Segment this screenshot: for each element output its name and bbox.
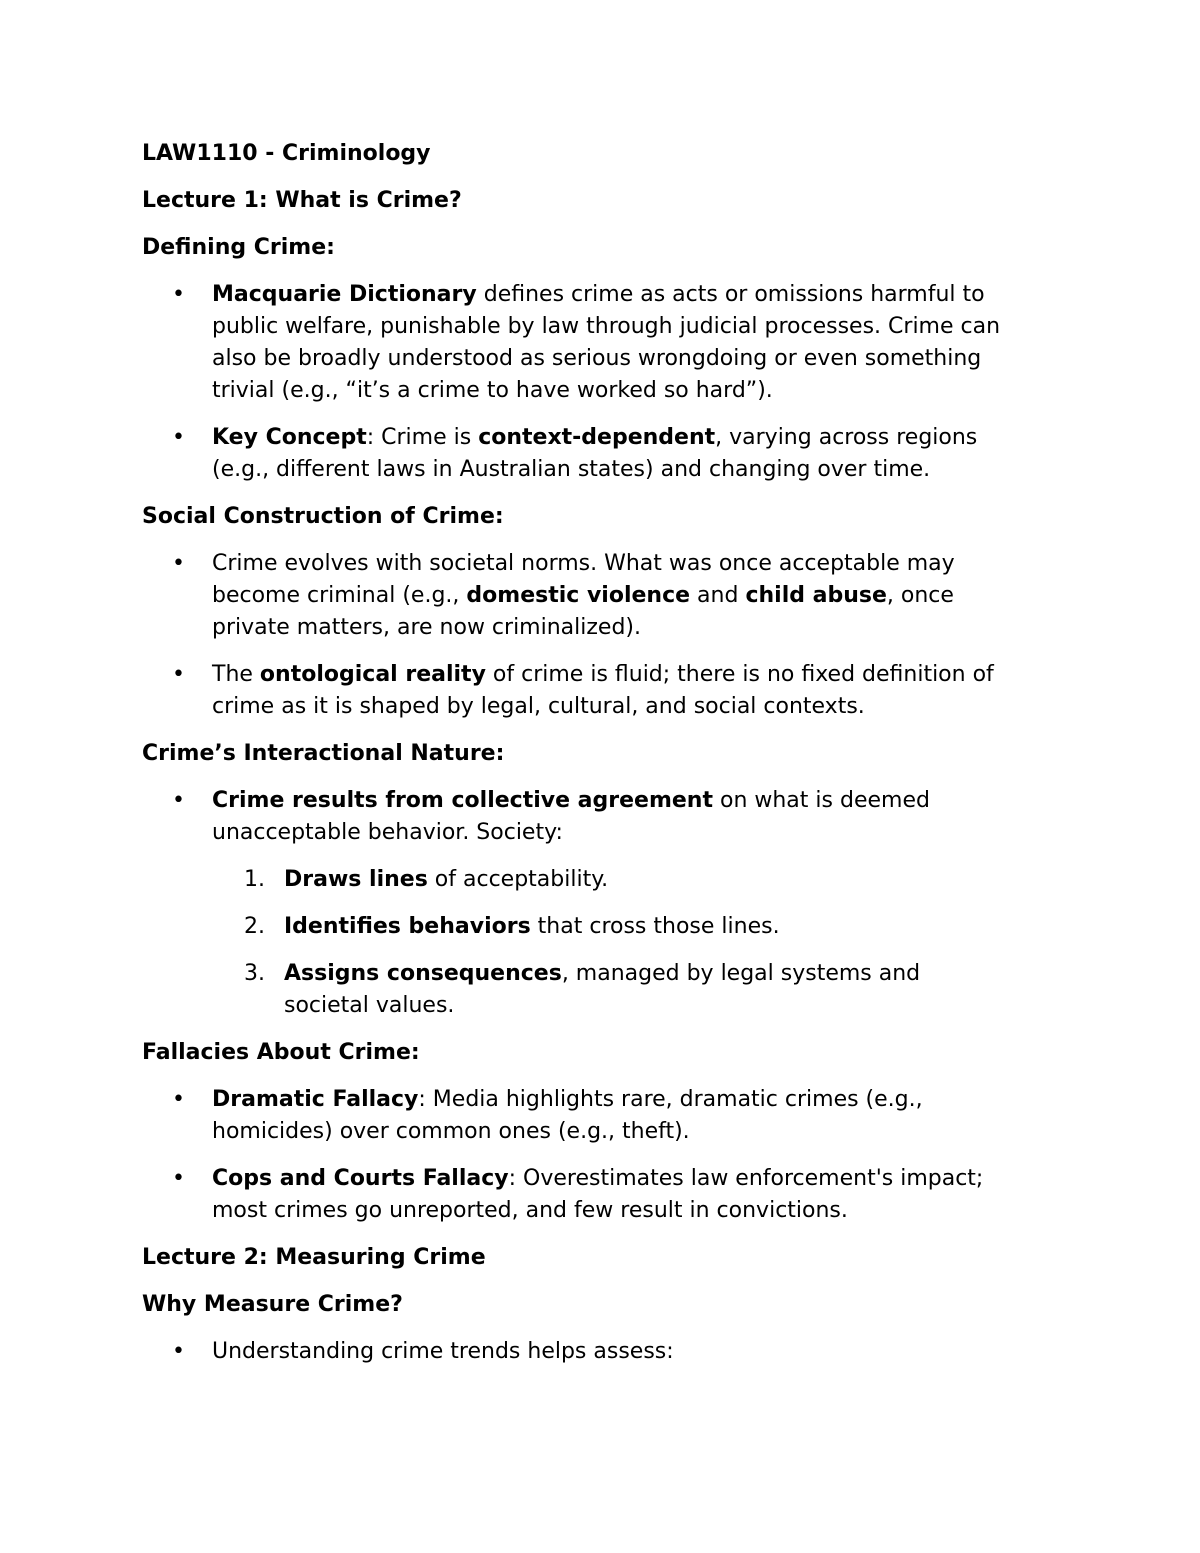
list-item: • Crime results from collective agreement on what is deemed unacceptable behavior. Society: <box>142 785 1072 849</box>
numbered-item: 3. Assigns consequences, managed by legal systems and societal values. <box>142 958 1072 1022</box>
list-item: • The ontological reality of crime is fluid; there is no fixed definition of crime as it is shaped by legal, cultural, and social contexts. <box>142 659 1072 723</box>
bold-term: ontological reality <box>259 662 486 687</box>
list-item: • Macquarie Dictionary defines crime as acts or omissions harmful to public welfare, punishable by law through judicial processes. Crime can also be broadly understood as serious wrongdoing or even something trivial (e.g., “it’s a crime to have worked so hard”). <box>142 279 1072 407</box>
bullet-marker: • <box>172 1166 185 1191</box>
bold-term: Key Concept <box>212 425 367 450</box>
numbered-item: 1. Draws lines of acceptability. <box>142 864 1072 896</box>
document-page <box>142 138 1072 1383</box>
bold-term: Cops and Courts Fallacy <box>212 1166 509 1191</box>
section-heading-defining-crime: Defining Crime: <box>142 235 335 260</box>
section-heading-why-measure: Why Measure Crime? <box>142 1292 403 1317</box>
bullet-list-interactional-nature <box>142 785 1072 1022</box>
bullet-marker: • <box>172 425 185 450</box>
number-marker: 1. <box>244 867 265 892</box>
bullet-list-fallacies <box>142 1084 1072 1227</box>
bold-term: Crime results from collective agreement <box>212 788 713 813</box>
bullet-marker: • <box>172 551 185 576</box>
number-marker: 2. <box>244 914 265 939</box>
bold-term: child abuse <box>745 583 887 608</box>
bullet-list-defining-crime <box>142 279 1072 486</box>
list-item: • Key Concept: Crime is context-dependent, varying across regions (e.g., different laws in Australian states) and changing over time. <box>142 422 1072 486</box>
list-item: • Understanding crime trends helps assess: <box>142 1336 1072 1368</box>
bold-term: Draws lines <box>284 867 428 892</box>
bullet-list-social-construction <box>142 548 1072 723</box>
bold-term: Macquarie Dictionary <box>212 282 477 307</box>
bullet-marker: • <box>172 1339 185 1364</box>
bullet-marker: • <box>172 662 185 687</box>
bold-term: Assigns consequences <box>284 961 562 986</box>
bold-term: context-dependent <box>478 425 716 450</box>
section-heading-interactional-nature: Crime’s Interactional Nature: <box>142 741 505 766</box>
section-heading-social-construction: Social Construction of Crime: <box>142 504 504 529</box>
bullet-marker: • <box>172 788 185 813</box>
bullet-marker: • <box>172 282 185 307</box>
document-title: LAW1110 - Criminology <box>142 141 431 166</box>
numbered-item: 2. Identifies behaviors that cross those lines. <box>142 911 1072 943</box>
list-item: • Cops and Courts Fallacy: Overestimates law enforcement's impact; most crimes go unreported, and few result in convictions. <box>142 1163 1072 1227</box>
list-item: • Crime evolves with societal norms. What was once acceptable may become criminal (e.g., domestic violence and child abuse, once private matters, are now criminalized). <box>142 548 1072 644</box>
bold-term: Dramatic Fallacy <box>212 1087 419 1112</box>
bold-term: Identifies behaviors <box>284 914 531 939</box>
number-marker: 3. <box>244 961 265 986</box>
bullet-list-why-measure <box>142 1336 1072 1368</box>
lecture-1-heading: Lecture 1: What is Crime? <box>142 188 462 213</box>
bold-term: domestic violence <box>466 583 691 608</box>
section-heading-fallacies: Fallacies About Crime: <box>142 1040 420 1065</box>
numbered-list <box>142 864 1072 1022</box>
lecture-2-heading: Lecture 2: Measuring Crime <box>142 1245 486 1270</box>
bullet-marker: • <box>172 1087 185 1112</box>
list-item: • Dramatic Fallacy: Media highlights rare, dramatic crimes (e.g., homicides) over common ones (e.g., theft). <box>142 1084 1072 1148</box>
